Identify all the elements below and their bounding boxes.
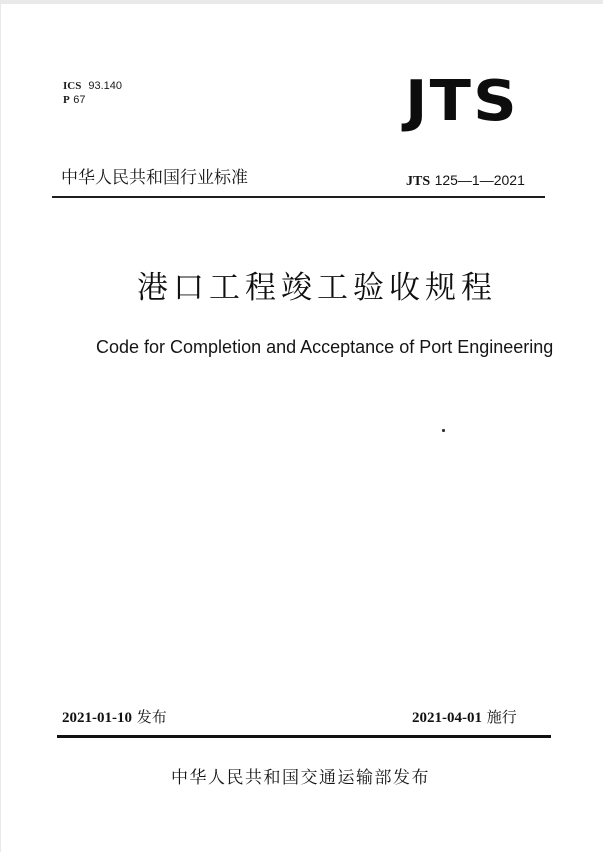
publisher: 中华人民共和国交通运输部发布 [171, 768, 430, 788]
implementation-date [412, 707, 517, 728]
implementation-date-value: 2021-04-01 [412, 710, 482, 726]
ccs-value: 67 [73, 94, 86, 106]
classification-codes [63, 79, 122, 107]
ics-code [63, 79, 122, 93]
document-page [1, 4, 603, 852]
jts-logo: JTS [405, 69, 519, 134]
ics-value: 93.140 [88, 80, 122, 92]
ccs-code [63, 93, 122, 107]
issue-date [62, 707, 167, 728]
implementation-date-label: 施行 [486, 708, 517, 726]
standard-number [406, 171, 525, 191]
industry-standard-label: 中华人民共和国行业标准 [61, 168, 248, 188]
top-divider [52, 196, 545, 198]
ccs-label: P [63, 94, 70, 106]
standard-number-value: 125—1—2021 [434, 172, 525, 188]
ics-label: ICS [63, 80, 82, 92]
issue-date-label: 发布 [136, 708, 167, 726]
standard-number-prefix: JTS [406, 174, 431, 189]
title-english: Code for Completion and Acceptance of Port Engineering [96, 337, 554, 357]
issue-date-value: 2021-01-10 [62, 710, 132, 726]
scan-artifact [442, 429, 445, 432]
title-chinese: 港口工程竣工验收规程 [137, 270, 497, 306]
bottom-divider [57, 735, 551, 738]
